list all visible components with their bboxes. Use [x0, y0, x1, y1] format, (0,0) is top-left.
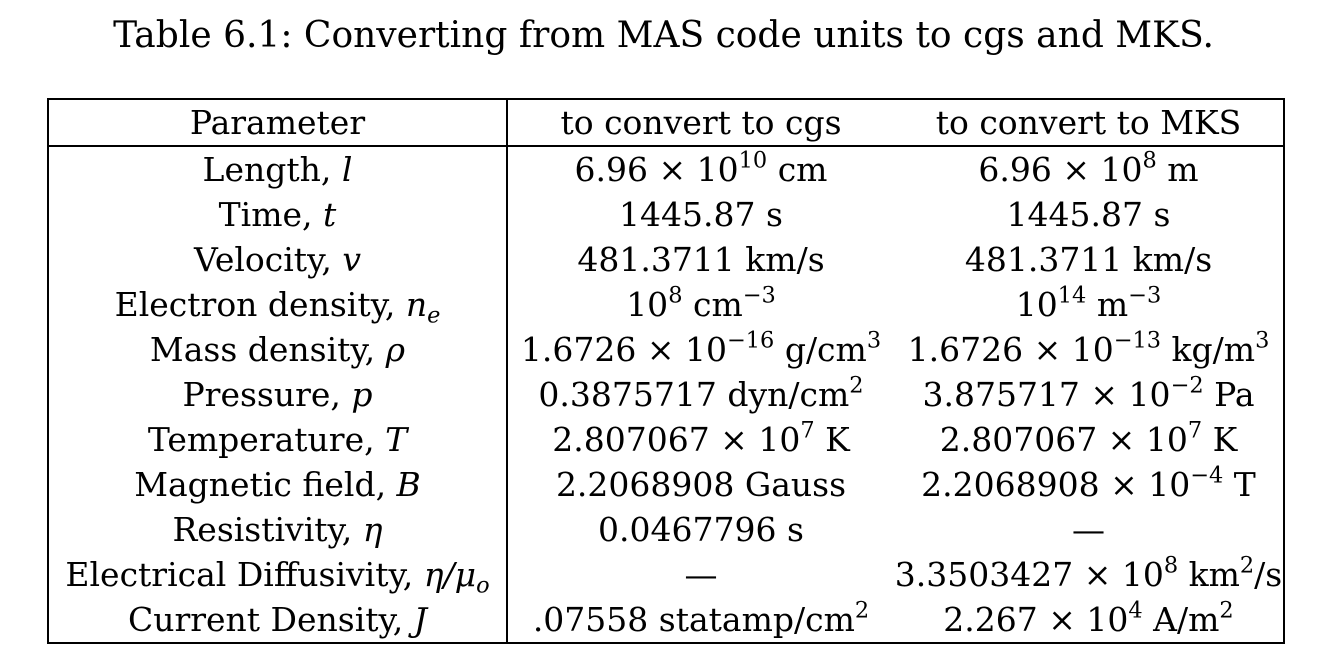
parameter-cell: Electrical Diffusivity, $\eta/\mu_o$	[48, 552, 507, 597]
table-row	[48, 417, 1284, 462]
cgs-cell: 0.3875717 dyn/$cm^2$	[538, 372, 864, 414]
column-header-cgs: to convert to cgs	[507, 99, 894, 146]
table-row	[48, 327, 1284, 372]
cgs-cell: —	[684, 555, 718, 594]
column-header-mks: to convert to MKS	[894, 99, 1284, 146]
mks-cell: 1445.87 s	[894, 192, 1284, 237]
mks-cell: $10^{14}$ $m^{-3}$	[894, 282, 1284, 327]
table-caption: Table 6.1: Converting from MAS code units to cgs and MKS.	[113, 15, 1214, 56]
cgs-cell: .07558 statamp/$cm^2$	[507, 597, 894, 643]
table-row	[48, 146, 1284, 192]
mks-cell: $3.3503427 \times 10^8$ $km^2/s$	[894, 552, 1284, 597]
cgs-cell: $10^8$ $cm^{-3}$	[626, 282, 776, 324]
parameter-cell: Magnetic field, B	[48, 462, 507, 507]
mks-cell: —	[894, 507, 1284, 552]
mks-cell: $3.875717 \times 10^{-2}$ Pa	[894, 372, 1284, 417]
mks-cell: 481.3711 km/s	[894, 237, 1284, 282]
parameter-cell: Electron density, $n_e$	[48, 282, 507, 327]
parameter-cell: Pressure, p	[48, 372, 507, 417]
table-row	[48, 462, 1284, 507]
parameter-cell: Resistivity, η	[48, 507, 507, 552]
parameter-cell: Temperature, T	[48, 417, 507, 462]
table-row	[48, 597, 1284, 643]
table-row	[48, 237, 1284, 282]
column-header-parameter: Parameter	[48, 99, 507, 146]
table-row	[48, 507, 1284, 552]
conversion-table	[47, 98, 1285, 644]
table-row	[48, 552, 1284, 597]
parameter-cell: Length, l	[48, 146, 507, 192]
cgs-cell: $1.6726 \times 10^{-16}$ $g/cm^3$	[520, 327, 882, 369]
cgs-cell: $2.807067 \times 10^7$ K	[552, 417, 850, 459]
parameter-cell: Current Density, J	[48, 597, 507, 643]
mks-cell: $2.807067 \times 10^7$ K	[894, 417, 1284, 462]
cgs-cell: 481.3711 km/s	[577, 240, 825, 279]
table-row	[48, 192, 1284, 237]
cgs-cell: 1445.87 s	[619, 195, 783, 234]
parameter-cell: Mass density, ρ	[48, 327, 507, 372]
cgs-cell: $6.96 \times 10^{10}$ cm	[574, 147, 828, 189]
mks-cell: $2.2068908 \times 10^{-4}$ T	[894, 462, 1284, 507]
parameter-cell: Velocity, v	[48, 237, 507, 282]
mks-cell: $2.267 \times 10^4$ $A/m^2$	[894, 597, 1284, 643]
cgs-cell: 2.2068908 Gauss	[555, 465, 847, 504]
table-row	[48, 282, 1284, 327]
mks-cell: $6.96 \times 10^8$ m	[894, 146, 1284, 192]
cgs-cell: 0.0467796 s	[598, 510, 804, 549]
table-header-row	[48, 99, 1284, 146]
parameter-cell: Time, t	[48, 192, 507, 237]
table-row	[48, 372, 1284, 417]
mks-cell: $1.6726 \times 10^{-13}$ $kg/m^3$	[894, 327, 1284, 372]
